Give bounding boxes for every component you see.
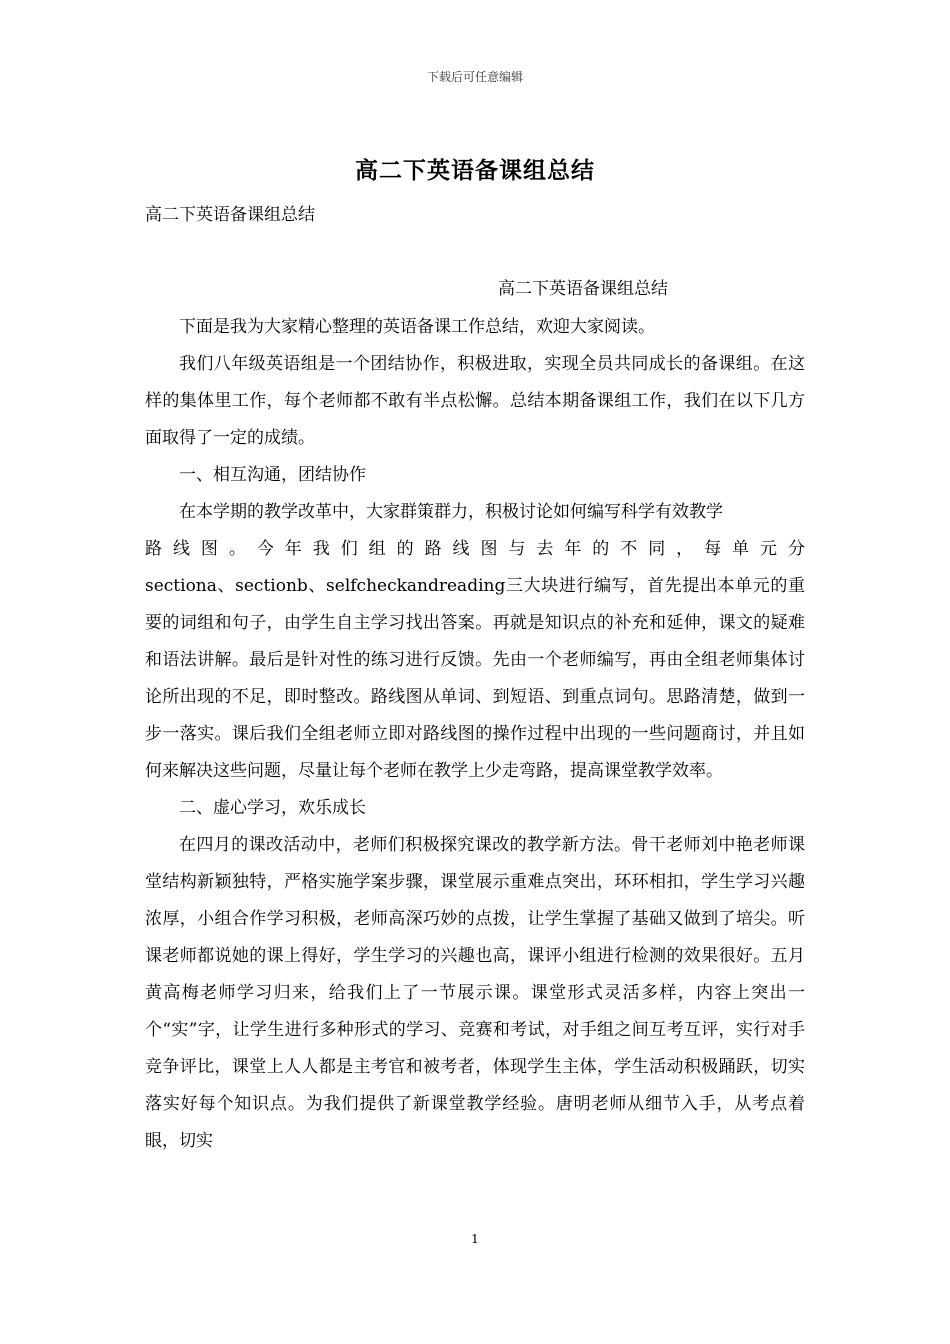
subtitle-left: 高二下英语备课组总结 (145, 205, 315, 225)
paragraph-section-1-line-1: 在本学期的教学改革中，大家群策群力，积极讨论如何编写科学有效教学 (179, 502, 723, 522)
section-heading-2: 二、虚心学习，欢乐成长 (179, 798, 366, 818)
paragraph-section-1-line-2: 路线图。今年我们组的路线图与去年的不同，每单元分 (145, 539, 805, 559)
paragraph-intro: 下面是我为大家精心整理的英语备课工作总结，欢迎大家阅读。 (179, 317, 655, 337)
subtitle-center: 高二下英语备课组总结 (498, 279, 668, 299)
paragraph-section-2-body: 在四月的课改活动中，老师们积极探究课改的教学新方法。骨干老师刘中艳老师课堂结构新颖独特，严格实施学案步骤，课堂展示重难点突出，环环相扣，学生学习兴趣浓厚，小组合作学习积极，老师高深巧妙的点拨，让学生掌握了基础又做到了培尖。听课老师都说她的课上得好，学生学习的兴趣也高，课评小组进行检测的效果很好。五月黄高梅老师学习归来，给我们上了一节展示课。课堂形式灵活多样，内容上突出一个“实”字，让学生进行多种形式的学习、竞赛和考试，对手组之间互考互评，实行对手竞争评比，课堂上人人都是主考官和被考者，体现学生主体，学生活动积极踊跃，切实落实好每个知识点。为我们提供了新课堂教学经验。唐明老师从细节入手，从考点着眼，切实 (145, 835, 805, 1151)
paragraph-section-1-body: sectiona、sectionb、selfcheckandreading三大块进行编写，首先提出本单元的重要的词组和句子，由学生自主学习找出答案。再就是知识点的补充和延伸，课文的疑难和语法讲解。最后是针对性的练习进行反馈。先由一个老师编写，再由全组老师集体讨论所出现的不足，即时整改。路线图从单词、到短语、到重点词句。思路清楚，做到一步一落实。课后我们全组老师立即对路线图的操作过程中出现的一些问题商讨，并且如何来解决这些问题，尽量让每个老师在教学上少走弯路，提高课堂教学效率。 (145, 576, 805, 781)
section-heading-1: 一、相互沟通，团结协作 (179, 465, 366, 485)
document-body (145, 309, 805, 1160)
header-note: 下载后可任意编辑 (426, 70, 523, 84)
page-number: 1 (471, 1232, 479, 1246)
document-title: 高二下英语备课组总结 (355, 157, 595, 184)
paragraph-overview: 我们八年级英语组是一个团结协作，积极进取，实现全员共同成长的备课组。在这样的集体里工作，每个老师都不敢有半点松懈。总结本期备课组工作，我们在以下几方面取得了一定的成绩。 (145, 354, 805, 448)
